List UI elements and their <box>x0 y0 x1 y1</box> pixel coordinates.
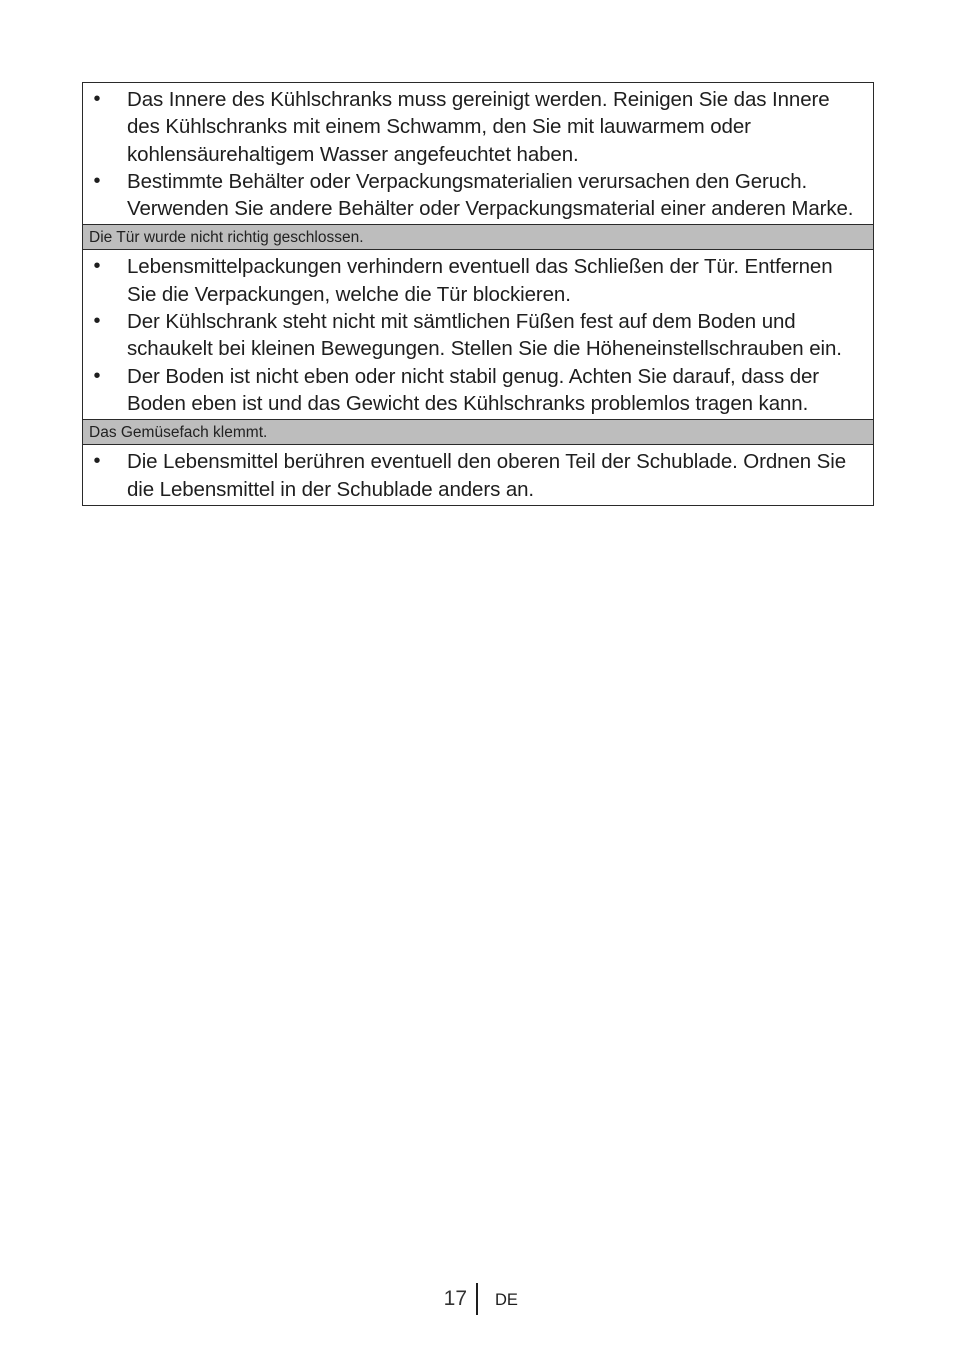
section-1-bullets <box>83 83 873 224</box>
bullet-item <box>83 363 867 418</box>
bullet-icon: • <box>93 255 101 278</box>
bullet-item <box>83 86 867 168</box>
section-3-bullets <box>83 445 873 505</box>
bullet-text: Der Boden ist nicht eben oder nicht stabil genug. Achten Sie darauf, dass der Boden eben ist und das Gewicht des Kühlschranks problemlos tragen kann. <box>127 364 820 415</box>
section-header-door: Die Tür wurde nicht richtig geschlossen. <box>83 224 873 250</box>
bullet-text: Bestimmte Behälter oder Verpackungsmaterialien verursachen den Geruch. Verwenden Sie andere Behälter oder Verpackungsmaterial einer anderen Marke. <box>127 169 854 221</box>
page-number: 17 <box>443 1287 467 1310</box>
troubleshooting-table <box>82 82 874 506</box>
bullet-text: Der Kühlschrank steht nicht mit sämtlichen Füßen fest auf dem Boden und schaukelt bei kleinen Bewegungen. Stellen Sie die Höheneinstellschrauben ein. <box>127 310 842 361</box>
bullet-icon: • <box>93 310 101 333</box>
bullet-text: Das Innere des Kühlschranks muss gereinigt werden. Reinigen Sie das Innere des Kühlschranks mit einem Schwamm, den Sie mit lauwarmem oder kohlensäurehaltigem Wasser angefeuchtet haben. <box>127 88 830 166</box>
bullet-item <box>83 168 867 223</box>
bullet-icon: • <box>93 88 101 110</box>
bullet-text: Die Lebensmittel berühren eventuell den oberen Teil der Schublade. Ordnen Sie die Lebensmittel in der Schublade anders an. <box>127 450 847 501</box>
bullet-text: Lebensmittelpackungen verhindern eventuell das Schließen der Tür. Entfernen Sie die Verpackungen, welche die Tür blockieren. <box>127 255 833 306</box>
bullet-icon: • <box>93 169 101 192</box>
section-header-vegetable-drawer: Das Gemüsefach klemmt. <box>83 419 873 445</box>
footer-divider <box>476 1283 478 1315</box>
section-2-bullets <box>83 250 873 419</box>
language-code: DE <box>495 1291 518 1309</box>
bullet-item <box>83 308 867 363</box>
page-footer <box>0 1283 954 1315</box>
bullet-icon: • <box>93 450 101 473</box>
bullet-icon: • <box>93 364 101 387</box>
bullet-item <box>83 253 867 308</box>
bullet-item <box>83 448 867 503</box>
